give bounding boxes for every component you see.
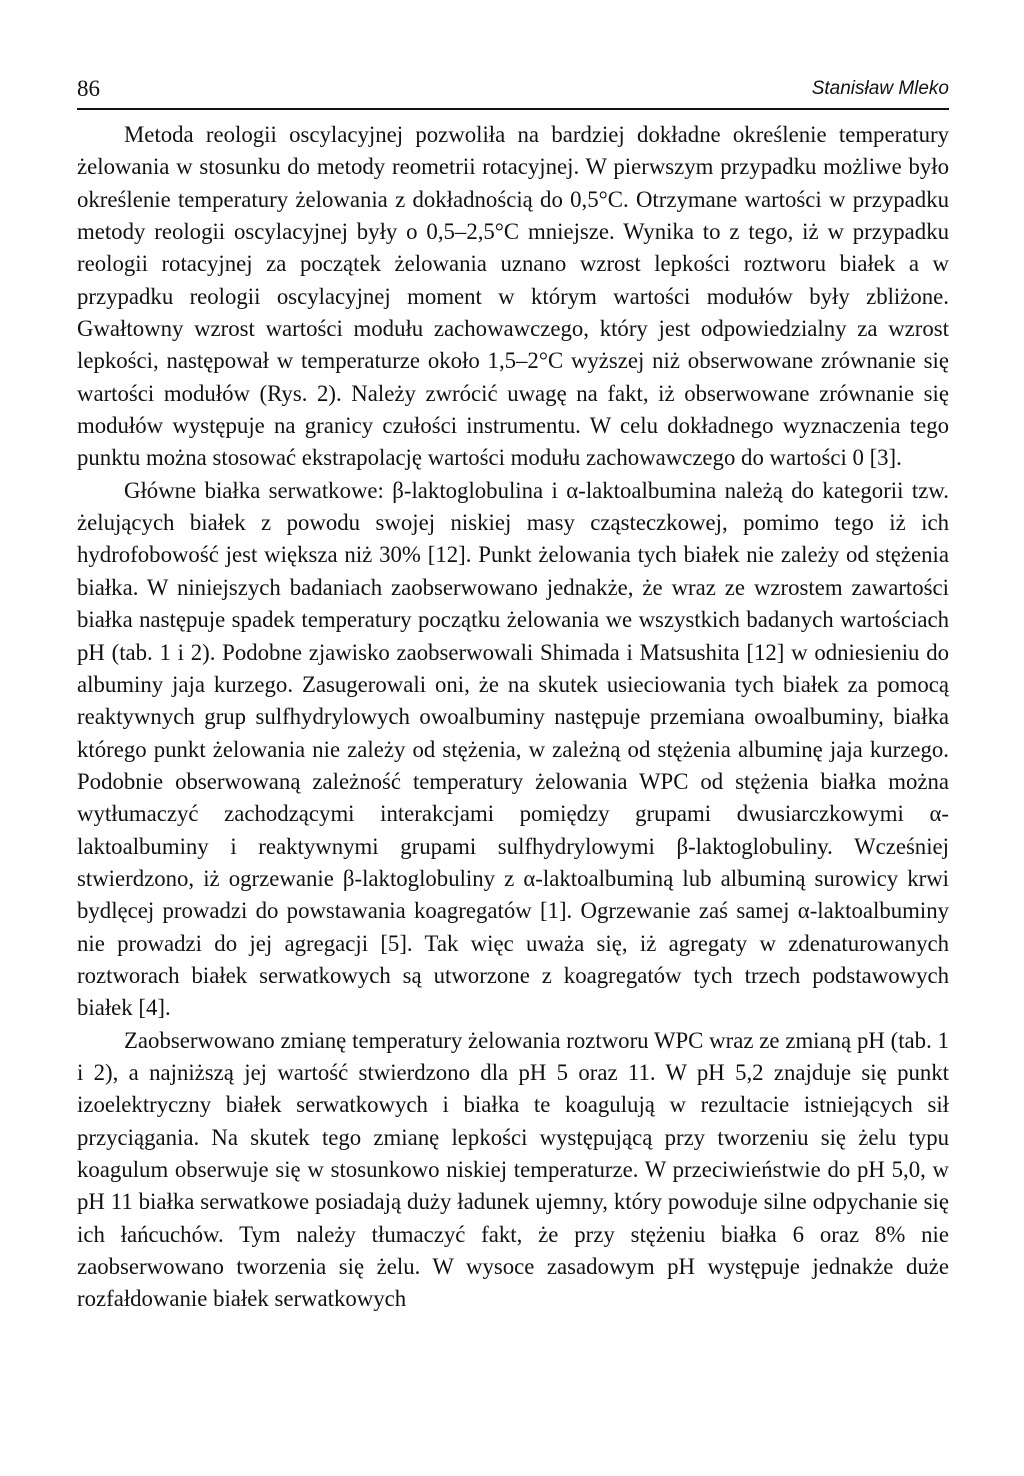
header-rule [77, 108, 949, 110]
paragraph-rheology-methods: Metoda reologii oscylacyjnej pozwoliła na bardziej dokładne określenie temperatury żelowania w stosunku do metody reometrii rotacyjnej. W pierwszym przypadku możliwe było określenie temperatury żelowania z dokładnością do 0,5°C. Otrzymane wartości w przypadku metody reologii oscylacyjnej były o 0,5–2,5°C mniejsze. Wynika to z tego, iż w przypadku reologii rotacyjnej za początek żelowania uznano wzrost lepkości roztworu białek a w przypadku reologii oscylacyjnej moment w którym wartości modułów były zbliżone. Gwałtowny wzrost wartości modułu zachowawczego, który jest odpowiedzialny za wzrost lepkości, następował w temperaturze około 1,5–2°C wyższej niż obserwowane zrównanie się wartości modułów (Rys. 2). Należy zwrócić uwagę na fakt, iż obserwowane zrównanie się modułów występuje na granicy czułości instrumentu. W celu dokładnego wyznaczenia tego punktu można stosować ekstrapolację wartości modułu zachowawczego do wartości 0 [3]. [77, 122, 949, 471]
paragraph-ph-effect: Zaobserwowano zmianę temperatury żelowania roztworu WPC wraz ze zmianą pH (tab. 1 i 2), a najniższą jej wartość stwierdzono dla pH 5 oraz 11. W pH 5,2 znajduje się punkt izoelektryczny białek serwatkowych i białka te koagulują w rezultacie istniejących sił przyciągania. Na skutek tego zmianę lepkości występującą przy tworzeniu się żelu typu koagulum obserwuje się w stosunkowo niskiej temperaturze. W przeciwieństwie do pH 5,0, w pH 11 białka serwatkowe posiadają duży ładunek ujemny, który powoduje silne odpychanie się ich łańcuchów. Tym należy tłumaczyć fakt, że przy stężeniu białka 6 oraz 8% nie zaobserwowano tworzenia się żelu. W wysoce zasadowym pH występuje jednakże duże rozfałdowanie białek serwatkowych [77, 1027, 949, 1312]
body-text [77, 119, 949, 1316]
paragraph-whey-proteins: Główne białka serwatkowe: β-laktoglobulina i α-laktoalbumina należą do kategorii tzw. żelujących białek z powodu swojej niskiej masy cząsteczkowej, pomimo tego iż ich hydrofobowość jest większa niż 30% [12]. Punkt żelowania tych białek nie zależy od stężenia białka. W niniejszych badaniach zaobserwowano jednakże, że wraz ze wzrostem zawartości białka następuje spadek temperatury początku żelowania we wszystkich badanych wartościach pH (tab. 1 i 2). Podobne zjawisko zaobserwowali Shimada i Matsushita [12] w odniesieniu do albuminy jaja kurzego. Zasugerowali oni, że na skutek usieciowania tych białek za pomocą reaktywnych grup sulfhydrylowych owoalbuminy następuje przemiana owoalbuminy, białka którego punkt żelowania nie zależy od stężenia, w zależną od stężenia albuminę jaja kurzego. Podobnie obserwowaną zależność temperatury żelowania WPC od stężenia białka można wytłumaczyć zachodzącymi interakcjami pomiędzy grupami dwusiarczkowymi α-laktoalbuminy i reaktywnymi grupami sulfhydrylowymi β-laktoglobuliny. Wcześniej stwierdzono, iż ogrzewanie β-laktoglobuliny z α-laktoalbuminą lub albuminą surowicy krwi bydlęcej prowadzi do powstawania koagregatów [1]. Ogrzewanie zaś samej α-laktoalbuminy nie prowadzi do jej agregacji [5]. Tak więc uważa się, iż agregaty w zdenaturowanych roztworach białek serwatkowych są utworzone z koagregatów tych trzech podstawowych białek [4]. [77, 477, 949, 1021]
running-head-author: Stanisław Mleko [811, 78, 949, 99]
running-head [77, 76, 949, 106]
page-number: 86 [77, 76, 100, 101]
